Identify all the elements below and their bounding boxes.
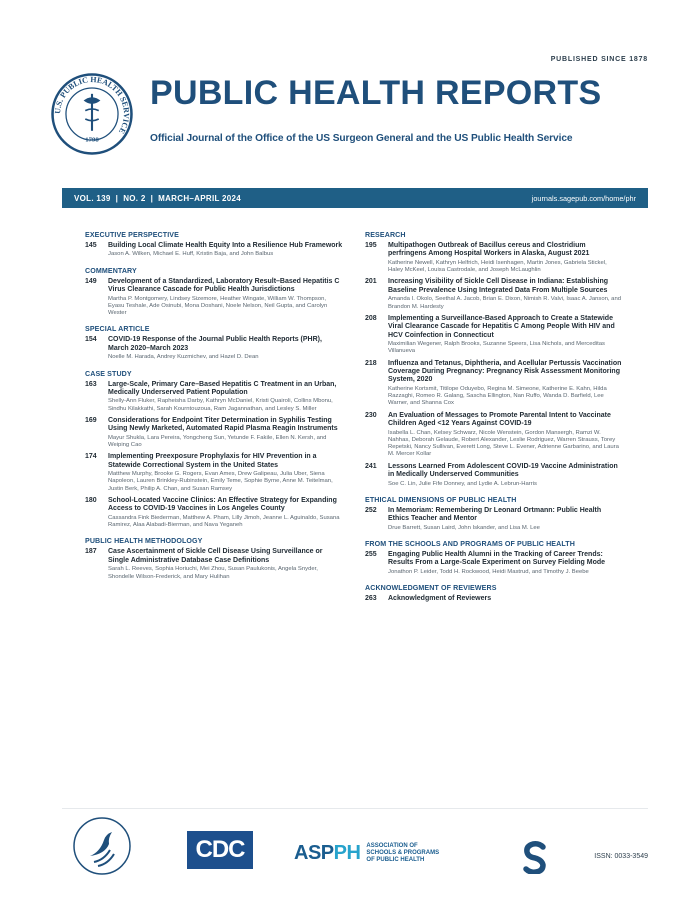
article-title: In Memoriam: Remembering Dr Leonard Ortmann: Public Health Ethics Teacher and Mentor: [388, 506, 602, 523]
entry-body: [388, 551, 623, 576]
article-authors: Drue Barrett, Susan Laird, John Iskander, and Lisa M. Lee: [388, 524, 540, 531]
article-title: Lessons Learned From Adolescent COVID-19 Vaccine Administration in Medically Underserved Communities: [388, 462, 618, 479]
article-title: School-Located Vaccine Clinics: An Effective Strategy for Expanding Access to COVID-19 Vaccines in Los Angeles County: [108, 497, 337, 513]
article-authors: Shelly-Ann Fluker, Rapheisha Darby, Kathryn McDaniel, Kristi Quairoli, Collins Mbonu, Sindhu Kilakkathi, Sarah Kourntouzoua, Ram Jagannathan, and Lesley S. Miller: [108, 398, 333, 412]
page-number: 154: [85, 336, 97, 344]
entry-body: [388, 278, 623, 310]
article-authors: Matthew Murphy, Brooke G. Rogers, Evan Ames, Drew Galipeau, Julia Uber, Siena Napoleon, Lauren Brinkley-Rubinstein, Emily Teme, Sophie Byrne, Anne M. Teitelman, Justin Berk, Philip A. Chan, and Susan Ramsey: [108, 471, 333, 492]
sage-logo-icon: [522, 840, 548, 874]
entry-body: [108, 278, 343, 318]
article-authors: Jason A. Wilken, Michael E. Huff, Kristin Baja, and John Balbus: [108, 251, 274, 258]
entry-body: [388, 242, 623, 274]
article-title: Considerations for Endpoint Titer Determination in Syphilis Testing Using Newly Marketed, Automated Rapid Plasma Reagin Instruments: [108, 416, 338, 433]
section-heading: SPECIAL ARTICLE: [85, 325, 150, 334]
cdc-logo: CDC: [187, 831, 253, 869]
page-number: 218: [365, 359, 377, 367]
issue-date: MARCH–APRIL 2024: [158, 194, 242, 203]
article-title: Large-Scale, Primary Care–Based Hepatitis C Treatment in an Urban, Medically Underserved Patient Population: [108, 380, 337, 396]
page-number: 252: [365, 506, 377, 514]
page-number: 180: [85, 497, 97, 505]
toc-entry[interactable]: [365, 315, 623, 356]
toc-entry[interactable]: [365, 360, 623, 408]
article-authors: Sarah L. Reeves, Sophia Horiuchi, Mei Zhou, Susan Paulukonis, Angela Snyder, Shondelle Wilson-Frederick, and Mary Hulihan: [108, 566, 318, 580]
article-authors: Soe C. Lin, Julie Fife Donney, and Lydie A. Lebrun-Harris: [388, 480, 537, 487]
page-number: 208: [365, 314, 377, 322]
toc-entry[interactable]: [365, 507, 623, 532]
article-title: COVID-19 Response of the Journal Public Health Reports (PHR), March 2020–March 2023: [108, 336, 322, 352]
entry-body: [388, 412, 623, 459]
footer-divider: [62, 808, 648, 809]
toc-entry[interactable]: [85, 278, 343, 318]
entry-body: [108, 548, 343, 580]
journal-cover: [52, 38, 648, 898]
section-heading: ETHICAL DIMENSIONS OF PUBLIC HEALTH: [365, 495, 517, 504]
phs-seal-icon: [50, 72, 134, 156]
volume: VOL. 139: [74, 194, 111, 203]
hhs-seal-icon: [72, 816, 132, 876]
published-since: PUBLISHED SINCE 1878: [550, 56, 648, 63]
seal-text: U.S. PUBLIC HEALTH SERVICE: [52, 74, 132, 136]
article-authors: Maximilian Wegener, Ralph Brooks, Suzanne Speers, Lisa Nichols, and Merceditas Villanueva: [388, 341, 605, 355]
toc-entry[interactable]: [85, 497, 343, 529]
journal-title: PUBLIC HEALTH REPORTS: [150, 74, 602, 112]
article-authors: Jonathon P. Leider, Todd H. Rockwood, Heidi Mastrud, and Timothy J. Beebe: [388, 568, 589, 575]
section-heading: EXECUTIVE PERSPECTIVE: [85, 231, 179, 239]
toc-entry[interactable]: [85, 453, 343, 493]
article-title: Influenza and Tetanus, Diphtheria, and Acellular Pertussis Vaccination Coverage During Pregnancy: Pregnancy Risk Assessment Monitoring System, 2020: [388, 359, 622, 384]
entry-body: [108, 242, 343, 259]
section-heading: COMMENTARY: [85, 266, 137, 275]
issue-info: VOL. 139 | NO. 2 | MARCH–APRIL 2024: [74, 194, 242, 203]
article-title: Implementing a Surveillance-Based Approach to Create a Statewide Viral Clearance Cascade for Hepatitis C Among People With HIV and HCV Coinfection in Connecticut: [388, 314, 615, 339]
entry-body: [108, 453, 343, 493]
page-number: 230: [365, 411, 377, 419]
toc-entry[interactable]: [365, 595, 623, 603]
article-authors: Amanda I. Okolo, Seethal A. Jacob, Brian E. Dixon, Nimish R. Valvi, Isaac A. Janson, and Brandon M. Hardesty: [388, 296, 622, 310]
entry-body: [388, 360, 623, 408]
page-number: 149: [85, 277, 97, 285]
aspph-logo: [294, 842, 439, 865]
toc-entry[interactable]: [85, 548, 343, 580]
page-number: 241: [365, 462, 377, 470]
seal-year: 1798: [85, 136, 99, 144]
toc-entry[interactable]: [85, 417, 343, 449]
section-heading: ACKNOWLEDGMENT OF REVIEWERS: [365, 584, 497, 593]
section-heading: PUBLIC HEALTH METHODOLOGY: [85, 537, 203, 546]
aspph-name: ASSOCIATION OF SCHOOLS & PROGRAMS OF PUBLIC HEALTH: [366, 843, 440, 863]
entry-body: [108, 497, 343, 529]
page-number: 187: [85, 548, 97, 556]
article-authors: Martha P. Montgomery, Lindsey Sizemore, Heather Wingate, William W. Thompson, Eyasu Teshale, Ade Osinubi, Mona Doshani, Noele Nelson, Neil Gupta, and Carolyn Wester: [108, 295, 328, 317]
page-number: 195: [365, 242, 377, 249]
article-title: Development of a Standardized, Laboratory Result–Based Hepatitis C Virus Clearance Cascade for Public Health Jurisdictions: [108, 277, 340, 294]
page-number: 163: [85, 380, 97, 388]
page-number: 201: [365, 278, 377, 286]
toc-entry[interactable]: [365, 278, 623, 310]
article-authors: Katherine Kortsmit, Titilope Oduyebo, Regina M. Simeone, Katherine E. Kahn, Hilda Razzaghi, Romeo R. Galang, Sascha Ellington, Nan Ruffo, Wanda D. Barfield, Lee Warner, and Shanna Cox: [388, 385, 607, 407]
article-title: Acknowledgment of Reviewers: [388, 595, 492, 603]
article-title: Engaging Public Health Alumni in the Tracking of Career Trends: Results From a Large-Scale Experiment on Survey Fielding Mode: [388, 550, 606, 567]
page-number: 145: [85, 242, 97, 249]
page-number: 255: [365, 550, 377, 558]
entry-body: [108, 336, 343, 361]
toc-entry[interactable]: [365, 412, 623, 459]
toc-right-column: [365, 231, 623, 607]
section-heading: FROM THE SCHOOLS AND PROGRAMS OF PUBLIC HEALTH: [365, 539, 575, 548]
toc-entry[interactable]: [365, 551, 623, 576]
journal-subtitle: Official Journal of the Office of the US Surgeon General and the US Public Health Service: [150, 133, 573, 144]
issue-number: NO. 2: [123, 194, 146, 203]
article-title: Increasing Visibility of Sickle Cell Disease in Indiana: Establishing Baseline Prevalence Using Integrated Data From Multiple Sources: [388, 278, 609, 294]
article-authors: Noelle M. Harada, Andrey Kuzmichev, and Hazel D. Dean: [108, 354, 259, 361]
toc-entry[interactable]: [85, 242, 343, 259]
entry-body: [108, 381, 343, 413]
article-title: Multipathogen Outbreak of Bacillus cereus and Clostridium perfringens Among Hospital Workers in Alaska, August 2021: [388, 242, 590, 258]
article-authors: Mayur Shukla, Lara Pereira, Yongcheng Sun, Yetunde F. Fakile, Ellen N. Kersh, and Weiping Cao: [108, 434, 327, 449]
toc-entry[interactable]: [85, 336, 343, 361]
toc-left-column: [85, 231, 343, 585]
article-title: Implementing Preexposure Prophylaxis for HIV Prevention in a Statewide Correctional System in the United States: [108, 453, 317, 469]
issue-band: [62, 188, 648, 208]
page-number: 263: [365, 595, 377, 603]
toc-entry[interactable]: [85, 381, 343, 413]
entry-body: [388, 507, 623, 532]
journal-url[interactable]: journals.sagepub.com/home/phr: [531, 194, 636, 203]
entry-body: [388, 595, 623, 603]
toc-entry[interactable]: [365, 242, 623, 274]
entry-body: [388, 315, 623, 356]
entry-body: [388, 463, 623, 488]
article-authors: Isabella L. Chan, Kelsey Schwarz, Nicole Wenstein, Gordon Mansergh, Ramzi W. Nahhas, Deborah Gelaude, Robert Alexander, Leslie Rodriguez, Warren Strauss, Torey Repetski, Nancy Sullivan, Everett Long, Steve L. Evener, Adrienne Garbarino, and Laura M. Mercer Kollar: [388, 429, 619, 458]
issn: ISSN: 0033-3549: [594, 853, 648, 860]
section-heading: RESEARCH: [365, 231, 406, 239]
page-number: 174: [85, 453, 97, 461]
aspph-wordmark: ASPPH: [294, 842, 361, 864]
article-title: Case Ascertainment of Sickle Cell Disease Using Surveillance or Single Administrative Database Case Definitions: [108, 548, 323, 564]
article-title: An Evaluation of Messages to Promote Parental Intent to Vaccinate Children Aged <12 Years Against COVID-19: [388, 411, 611, 428]
entry-body: [108, 417, 343, 449]
page-number: 169: [85, 416, 97, 424]
section-heading: CASE STUDY: [85, 369, 132, 378]
article-authors: Cassandra Fink Biederman, Matthew A. Pham, Lilly Jimoh, Jeanne L. Aguinaldo, Susana Ramirez, Alaa Alabadi-Bierman, and Nava Yeganeh: [108, 514, 340, 529]
article-authors: Katherine Newell, Kathryn Helfrich, Heidi Isenhagen, Martin Jones, Gabriela Stickel, Haley McKeel, Louisa Castrodale, and Joseph McLaughlin: [388, 259, 607, 274]
article-title: Building Local Climate Health Equity Into a Resilience Hub Framework: [108, 242, 343, 249]
toc-entry[interactable]: [365, 463, 623, 488]
